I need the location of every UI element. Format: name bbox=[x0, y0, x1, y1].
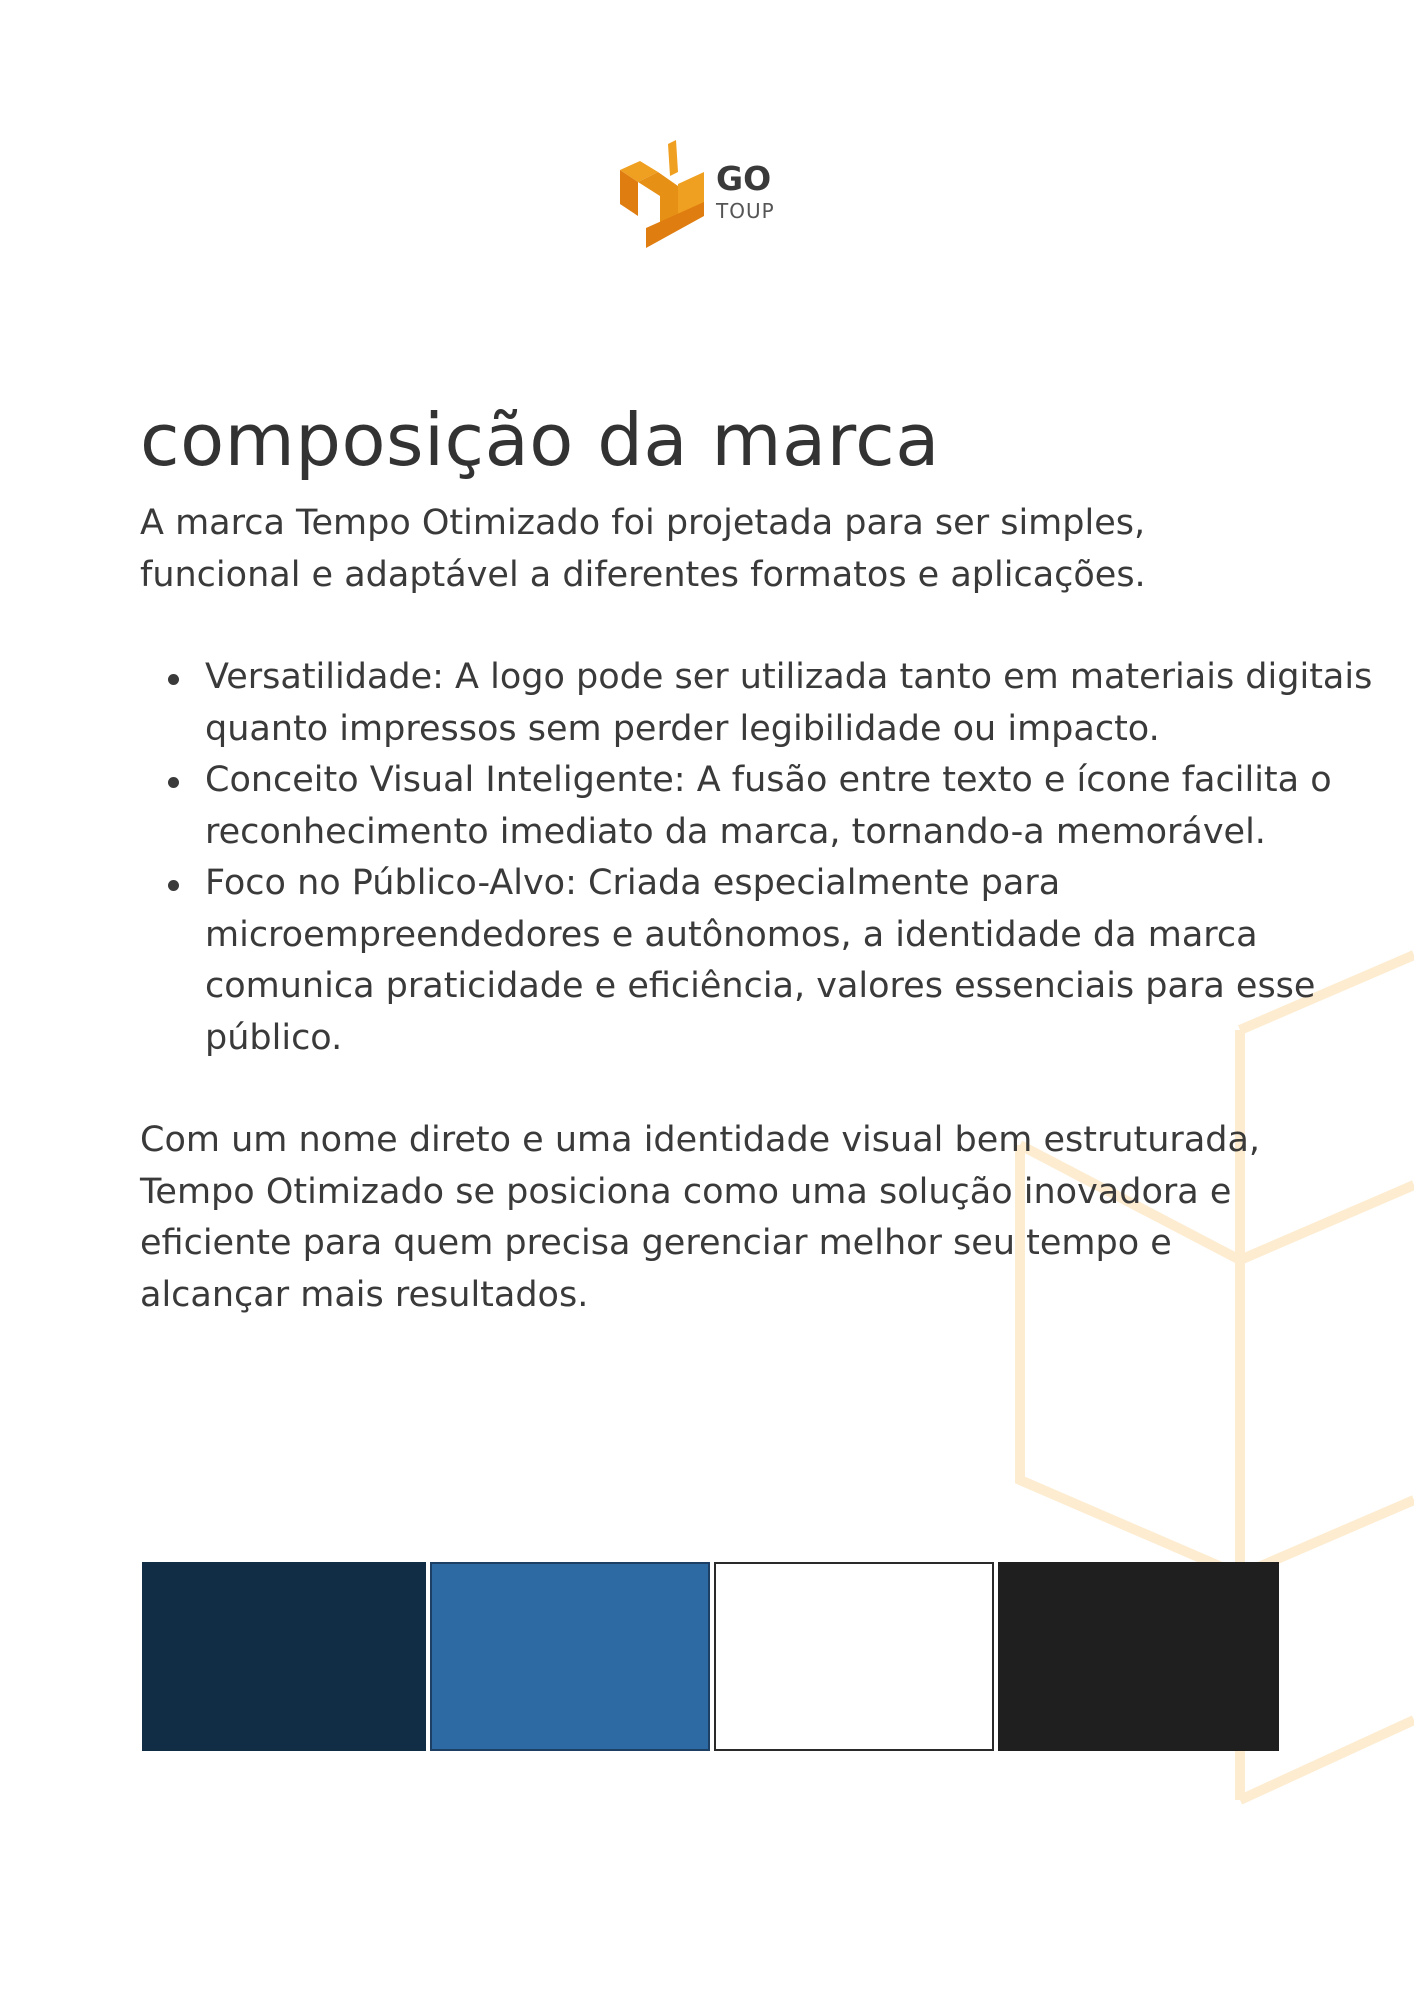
color-swatch-navy bbox=[142, 1562, 426, 1751]
feature-list bbox=[140, 652, 1395, 1064]
color-swatch-black bbox=[998, 1562, 1279, 1751]
feature-text: Conceito Visual Inteligente: A fusão entre texto e ícone facilita o reconhecimento imediato da marca, tornando-a memorável. bbox=[205, 760, 1332, 852]
page-title: composição da marca bbox=[140, 398, 940, 482]
bullet-icon bbox=[168, 777, 179, 788]
main-content bbox=[140, 392, 1373, 1321]
logo-wordmark-go: GO bbox=[716, 159, 772, 198]
closing-paragraph: Com um nome direto e uma identidade visual bem estruturada, Tempo Otimizado se posiciona como uma solução inovadora e eficiente para quem precisa gerenciar melhor seu tempo e alcançar mais resultados. bbox=[140, 1120, 1261, 1315]
feature-item-visual-concept bbox=[205, 755, 1395, 858]
bullet-icon bbox=[168, 880, 179, 891]
feature-item-target-audience bbox=[205, 858, 1395, 1064]
feature-text: Foco no Público-Alvo: Criada especialmente para microempreendedores e autônomos, a identidade da marca comunica praticidade e eficiência, valores essenciais para esse público. bbox=[205, 863, 1316, 1058]
feature-item-versatility bbox=[205, 652, 1395, 755]
feature-text: Versatilidade: A logo pode ser utilizada tanto em materiais digitais quanto impressos sem perder legibilidade ou impacto. bbox=[205, 657, 1373, 749]
brand-logo bbox=[618, 136, 788, 252]
logo-wordmark-toup: TOUP bbox=[716, 199, 775, 223]
intro-paragraph: A marca Tempo Otimizado foi projetada para ser simples, funcional e adaptável a diferentes formatos e aplicações. bbox=[140, 503, 1146, 595]
bullet-icon bbox=[168, 674, 179, 685]
color-swatch-blue bbox=[430, 1562, 710, 1751]
color-swatch-white bbox=[714, 1562, 994, 1751]
stacked-blocks-logo-icon bbox=[618, 136, 708, 252]
color-palette bbox=[142, 1562, 1279, 1751]
